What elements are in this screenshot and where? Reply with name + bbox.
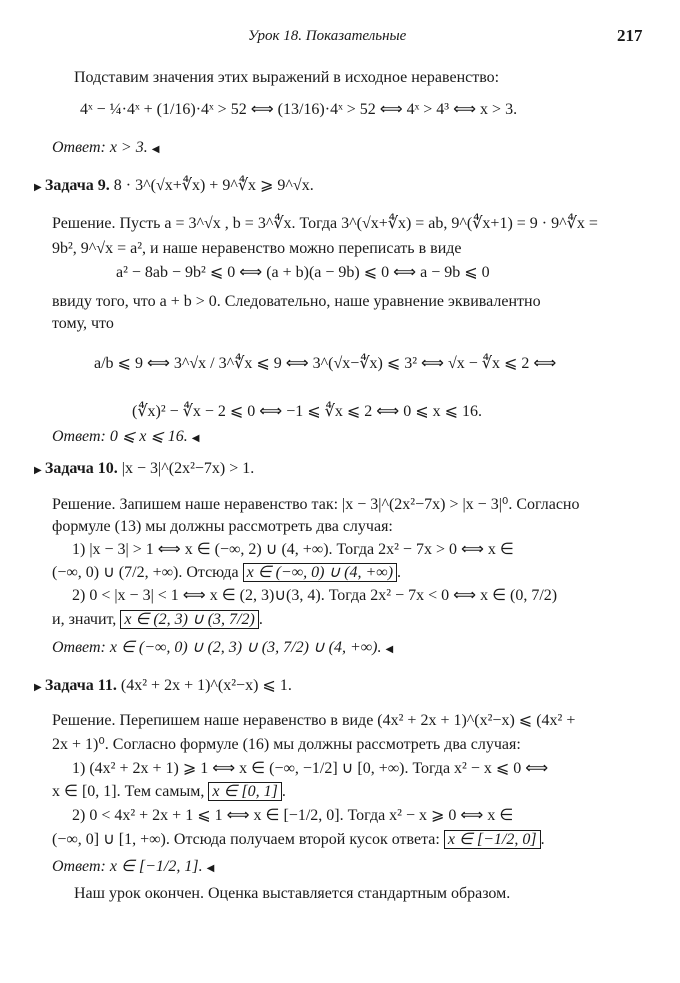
answer-text: Ответ: x > 3. (52, 139, 148, 156)
problem-11 (34, 676, 292, 698)
end-marker-icon: ◀ (385, 644, 394, 655)
problem-statement: 8 · 3^(√x+∜x) + 9^∜x ⩾ 9^√x. (113, 177, 314, 194)
solution-line: Решение. Запишем наше неравенство так: |x − 3|^(2x²−7x) > |x − 3|⁰. Согласно (52, 496, 580, 513)
formula-line: a/b ⩽ 9 ⟺ 3^√x / 3^∜x ⩽ 9 ⟺ 3^(√x−∜x) ⩽ 3² ⟺ √x − ∜x ⩽ 2 ⟺ (94, 355, 557, 372)
problem-marker-icon: ▶ (34, 182, 45, 193)
solution-line: 1) |x − 3| > 1 ⟺ x ∈ (−∞, 2) ∪ (4, +∞). Тогда 2x² − 7x > 0 ⟺ x ∈ (72, 541, 514, 558)
text-line: Подставим значения этих выражений в исходное неравенство: (74, 69, 500, 86)
problem-marker-icon: ▶ (34, 682, 45, 693)
boxed-result: x ∈ (2, 3) ∪ (3, 7/2) (120, 610, 259, 629)
answer-text: Ответ: x ∈ (−∞, 0) ∪ (2, 3) ∪ (3, 7/2) ∪ (4, +∞). (52, 639, 382, 656)
solution-line: Решение. Перепишем наше неравенство в виде (4x² + 2x + 1)^(x²−x) ⩽ (4x² + (52, 712, 576, 729)
solution-line: 2) 0 < |x − 3| < 1 ⟺ x ∈ (2, 3)∪(3, 4). Тогда 2x² − 7x < 0 ⟺ x ∈ (0, 7/2) (72, 587, 558, 604)
problem-10 (34, 459, 254, 481)
solution-line: 1) (4x² + 2x + 1) ⩾ 1 ⟺ x ∈ (−∞, −1/2] ∪ [0, +∞). Тогда x² − x ⩽ 0 ⟺ (72, 760, 549, 777)
answer-text: Ответ: x ∈ [−1/2, 1]. (52, 858, 203, 875)
solution-line: Решение. Пусть a = 3^√x , b = 3^∜x. Тогда 3^(√x+∜x) = ab, 9^(∜x+1) = 9 · 9^∜x = (52, 215, 598, 232)
formula-line: a² − 8ab − 9b² ⩽ 0 ⟺ (a + b)(a − 9b) ⩽ 0 ⟺ a − 9b ⩽ 0 (116, 264, 490, 281)
solution-line: ввиду того, что a + b > 0. Следовательно, наше уравнение эквивалентно (52, 293, 541, 310)
problem-statement: (4x² + 2x + 1)^(x²−x) ⩽ 1. (120, 677, 292, 694)
problem-marker-icon: ▶ (34, 465, 45, 476)
page-number: 217 (617, 26, 643, 45)
end-marker-icon: ◀ (191, 433, 200, 444)
end-marker-icon: ◀ (151, 144, 160, 155)
problem-label: Задача 11. (44, 677, 117, 694)
problem-statement: |x − 3|^(2x²−7x) > 1. (121, 460, 255, 477)
closing-line: Наш урок окончен. Оценка выставляется стандартным образом. (74, 885, 511, 902)
solution-line: тому, что (52, 315, 114, 332)
solution-line: 9b², 9^√x = a², и наше неравенство можно переписать в виде (52, 240, 462, 257)
solution-text: x ∈ [0, 1]. Тем самым, (52, 783, 205, 800)
formula-line: (∜x)² − ∜x − 2 ⩽ 0 ⟺ −1 ⩽ ∜x ⩽ 2 ⟺ 0 ⩽ x ⩽ 16. (132, 403, 483, 420)
problem-label: Задача 10. (44, 460, 118, 477)
solution-line: 2x + 1)⁰. Согласно формуле (16) мы должны рассмотреть два случая: (52, 736, 521, 753)
end-marker-icon: ◀ (206, 863, 215, 874)
solution-line: 2) 0 < 4x² + 2x + 1 ⩽ 1 ⟺ x ∈ [−1/2, 0]. Тогда x² − x ⩾ 0 ⟺ x ∈ (72, 807, 514, 824)
formula-line: 4ˣ − ¼·4ˣ + (1/16)·4ˣ > 52 ⟺ (13/16)·4ˣ > 52 ⟺ 4ˣ > 4³ ⟺ x > 3. (80, 101, 518, 118)
problem-9 (34, 176, 314, 198)
boxed-result: x ∈ [−1/2, 0] (444, 830, 541, 849)
boxed-result: x ∈ (−∞, 0) ∪ (4, +∞) (243, 563, 397, 582)
solution-text: (−∞, 0) ∪ (7/2, +∞). Отсюда (52, 564, 239, 581)
solution-line: формуле (13) мы должны рассмотреть два случая: (52, 518, 393, 535)
problem-label: Задача 9. (44, 177, 110, 194)
answer-text: Ответ: 0 ⩽ x ⩽ 16. (52, 428, 188, 445)
solution-text: и, значит, (52, 611, 117, 628)
page: Урок 18. Показательные 217 Подставим значения этих выражений в исходное неравенство: 4ˣ − ¼·4ˣ + (1/16)·4ˣ > 52 ⟺ (13/16)·4ˣ > 52 ⟺ 4ˣ > 4³ ⟺ x > 3. Ответ: x > 3. ◀ ▶ Задача 9. 8 · 3^(√x+∜x) + 9^∜x ⩾ 9^√x. Решение. Пусть a = 3^√x , b = 3^∜x. Тогда 3^(√x+∜x) = ab, 9^(∜x+1) = 9 · 9^∜x = 9b², 9^√x = a², и наше неравенство можно переписать в виде a² − 8ab − 9b² ⩽ 0 ⟺ (a + b)(a − 9b) ⩽ 0 ⟺ a − 9b ⩽ 0 ввиду того, что a + b > 0. Следовательно, наше уравнение эквивалентно тому, что a/b ⩽ 9 ⟺ 3^√x / 3^∜x ⩽ 9 ⟺ 3^(√x−∜x) ⩽ 3² ⟺ √x − ∜x ⩽ 2 ⟺ (∜x)² − ∜x − 2 ⩽ 0 ⟺ −1 ⩽ ∜x ⩽ 2 ⟺ 0 ⩽ x ⩽ 16. Ответ: 0 ⩽ x ⩽ 16. ◀ ▶ Задача 10. |x − 3|^(2x²−7x) > 1. Решение. Запишем наше неравенство так: |x − 3|^(2x²−7x) > |x − 3|⁰. Согласно формуле (13) мы должны рассмотреть два случая: 1) |x − 3| > 1 ⟺ x ∈ (−∞, 2) ∪ (4, +∞). Тогда 2x² − 7x > 0 ⟺ x ∈ (−∞, 0) ∪ (7/2, +∞). Отсюда x ∈ (−∞, 0) ∪ (4, +∞) . 2) 0 < |x − 3| < 1 ⟺ x ∈ (2, 3)∪(3, 4). Тогда 2x² − 7x < 0 ⟺ x ∈ (0, 7/2) и, значит, x ∈ (2, 3) ∪ (3, 7/2) . Ответ: x ∈ (−∞, 0) ∪ (2, 3) ∪ (3, 7/2) ∪ (4, +∞). ◀ ▶ Задача 11. (4x² + 2x + 1)^(x²−x) ⩽ 1. Решение. Перепишем наше неравенство в виде (4x² + 2x + 1)^(x²−x) ⩽ (4x² + 2x + 1)⁰. Согласно формуле (16) мы должны рассмотреть два случая: 1) (4x² + 2x + 1) ⩾ 1 ⟺ x ∈ (−∞, −1/2] ∪ [0, +∞). Тогда x² − x ⩽ 0 ⟺ x ∈ [0, 1]. Тем самым, x ∈ [0, 1] . 2) 0 < 4x² + 2x + 1 ⩽ 1 ⟺ x ∈ [−1/2, 0]. Тогда x² − x ⩾ 0 ⟺ x ∈ (−∞, 0] ∪ [1, +∞). Отсюда получаем второй кусок ответа: x ∈ [−1/2, 0] . Ответ: x ∈ [−1/2, 1]. ◀ Наш урок окончен. Оценка выставляется стандартным образом. (34, 26, 643, 902)
boxed-result: x ∈ [0, 1] (208, 782, 282, 801)
running-header-title: Урок 18. Показательные (248, 28, 407, 44)
solution-text: (−∞, 0] ∪ [1, +∞). Отсюда получаем второй кусок ответа: (52, 831, 440, 848)
